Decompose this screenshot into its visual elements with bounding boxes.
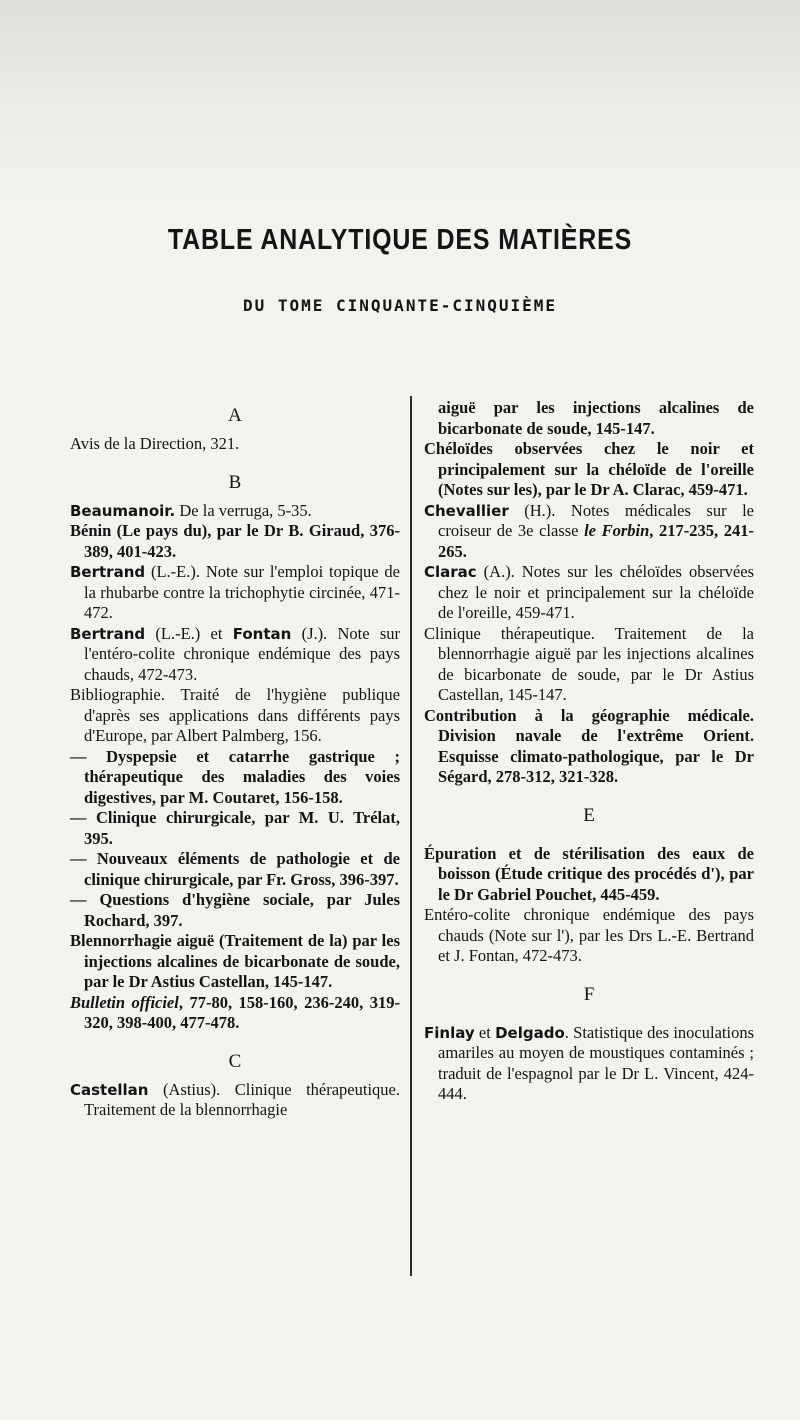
- section-letter-a: A: [228, 405, 242, 426]
- section-letter-e: E: [583, 804, 595, 826]
- entry-contribution: Contribution à la géographie médicale. Division navale de l'extrême Orient. Esquisse climato-pathologique, par le Dr Ségard, 278-312, 321-328.: [424, 705, 754, 786]
- entry-questions-hygiene: — Questions d'hygiène sociale, par Jules Rochard, 397.: [70, 890, 400, 930]
- left-column: [70, 398, 400, 1121]
- author-name: Finlay: [424, 1023, 475, 1042]
- author-name: Bertrand: [70, 563, 146, 581]
- section-letter-f: F: [583, 983, 595, 1005]
- author-name: Fontan: [232, 624, 292, 643]
- entry-clinique-therapeutique: Clinique thérapeutique. Traitement de la blennorrhagie aiguë par les injections alcalines de bicarbonate de soude, par le Dr Astius Castellan, 145-147.: [424, 623, 754, 704]
- entry-blennorrhagie: Blennorrhagie aiguë (Traitement de la) par les injections alcalines de bicarbonate de soude, par le Dr Astius Castellan, 145-147.: [70, 931, 400, 991]
- show-through-shadow: [0, 0, 800, 210]
- section-letter-c: C: [228, 1050, 242, 1072]
- entry-clarac: Clarac (A.). Notes sur les chéloïdes observées chez le noir et principalement sur la chéloïde de l'oreille, 459-471.: [424, 562, 754, 622]
- author-name: Bertrand: [70, 624, 146, 643]
- page-title: TABLE ANALYTIQUE DES MATIÈRES: [167, 224, 633, 256]
- author-name: Clarac: [424, 563, 477, 581]
- entry-nouveaux-elements: — Nouveaux éléments de pathologie et de clinique chirurgicale, par Fr. Gross, 396-397.: [70, 849, 400, 889]
- entry-dyspepsie: — Dyspepsie et catarrhe gastrique ; thérapeutique des maladies des voies digestives, par M. Coutaret, 156-158.: [70, 746, 400, 807]
- right-column: [424, 398, 754, 1105]
- entry-cheloides: Chéloïdes observées chez le noir et principalement sur la chéloïde de l'oreille (Notes sur les), par le Dr A. Clarac, 459-471.: [424, 439, 754, 499]
- entry-clinique-chirurgicale: — Clinique chirurgicale, par M. U. Trélat, 395.: [70, 808, 400, 848]
- entry-castellan-continued: aiguë par les injections alcalines de bicarbonate de soude, 145-147.: [438, 398, 754, 438]
- entry-entero-colite: Entéro-colite chronique endémique des pays chauds (Note sur l'), par les Drs L.-E. Bertrand et J. Fontan, 472-473.: [424, 905, 754, 965]
- author-name: Delgado: [495, 1023, 565, 1042]
- entry-bertrand-fontan: Bertrand (L.-E.) et Fontan (J.). Note sur l'entéro-colite chronique endémique des pays chauds, 472-473.: [70, 623, 400, 684]
- entry-epuration: Épuration et de stérilisation des eaux de boisson (Étude critique des procédés d'), par le Dr Gabriel Pouchet, 445-459.: [424, 843, 754, 904]
- entry-beaumanoir: Beaumanoir. De la verruga, 5-35.: [70, 500, 312, 520]
- author-name: Beaumanoir.: [70, 501, 176, 520]
- entry-finlay-delgado: Finlay et Delgado. Statistique des inoculations amariles au moyen de moustiques contaminés ; traduit de l'espagnol par le Dr L. Vincent, 424-444.: [424, 1022, 754, 1103]
- entry-bertrand-1: Bertrand (L.-E.). Note sur l'emploi topique de la rhubarbe contre la trichophytie circinée, 471-472.: [70, 562, 400, 622]
- author-name: Chevallier: [424, 501, 509, 520]
- page-subtitle: DU TOME CINQUANTE-CINQUIÈME: [242, 296, 558, 315]
- entry-avis: Avis de la Direction, 321.: [70, 434, 240, 453]
- author-name: Castellan: [70, 1080, 149, 1099]
- entry-bulletin-officiel: Bulletin officiel, 77-80, 158-160, 236-240, 319-320, 398-400, 477-478.: [70, 992, 400, 1032]
- entry-castellan: Castellan (Astius). Clinique thérapeutique. Traitement de la blennorrhagie: [70, 1079, 400, 1119]
- entry-bibliographie: Bibliographie. Traité de l'hygiène publique d'après ses applications dans différents pays d'Europe, par Albert Palmberg, 156.: [70, 685, 400, 745]
- entry-chevallier: Chevallier (H.). Notes médicales sur le croiseur de 3e classe le Forbin, 217-235, 241-265.: [424, 500, 754, 561]
- entry-benin: Bénin (Le pays du), par le Dr B. Giraud, 376-389, 401-423.: [70, 521, 400, 561]
- section-letter-b: B: [228, 471, 242, 493]
- column-divider: [410, 396, 412, 1276]
